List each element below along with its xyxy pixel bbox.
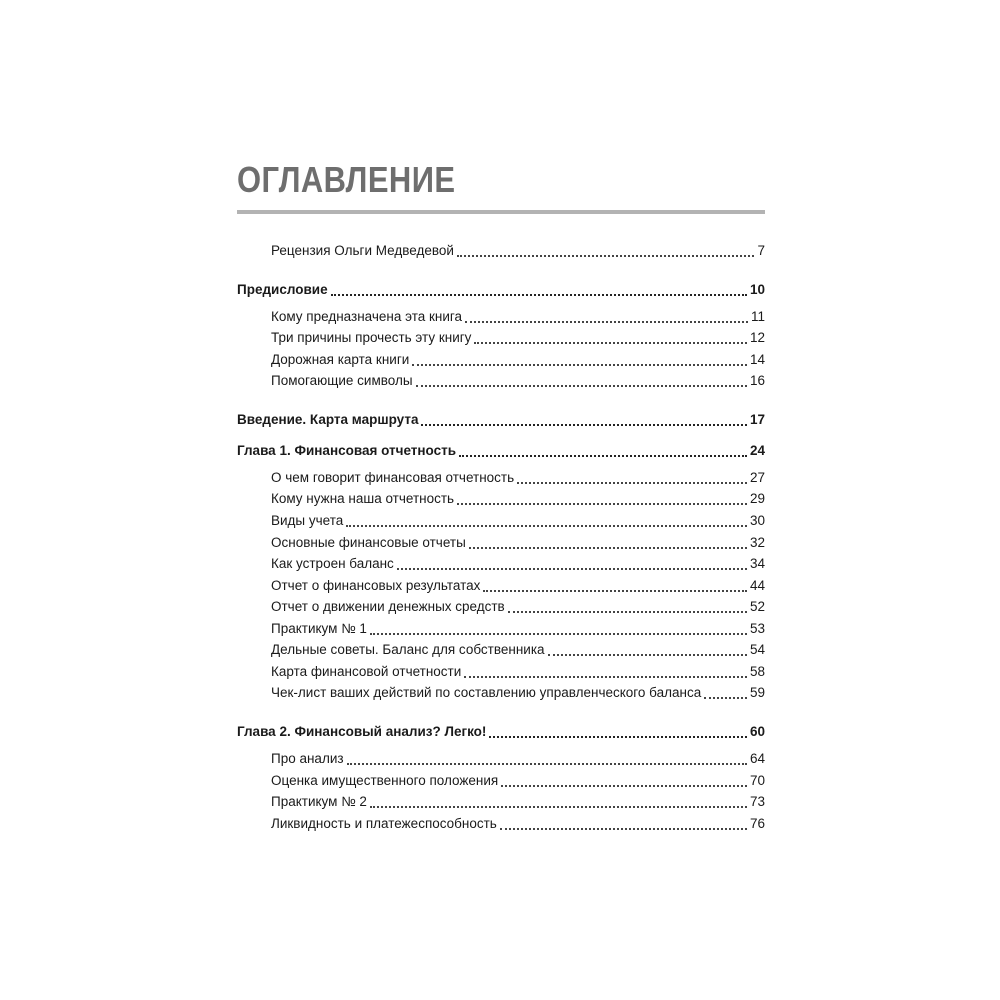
- toc-entry-label: Три причины прочесть эту книгу: [271, 330, 472, 345]
- dot-leader: [397, 568, 747, 570]
- toc-chapter[interactable]: [237, 410, 765, 430]
- toc-entry-label: Дорожная карта книги: [271, 352, 410, 367]
- toc-entry-label: Виды учета: [271, 513, 344, 528]
- toc-chapter[interactable]: [237, 280, 765, 300]
- dot-leader: [331, 294, 747, 296]
- toc-entry-page: 70: [749, 773, 765, 788]
- toc-entry[interactable]: [271, 328, 765, 348]
- toc-entry[interactable]: [271, 241, 765, 261]
- toc-entry-page: 7: [757, 243, 765, 258]
- dot-leader: [489, 736, 747, 738]
- toc-chapter-label: Введение. Карта маршрута: [237, 412, 419, 427]
- toc-entry-page: 32: [749, 535, 765, 550]
- toc-entry[interactable]: [271, 554, 765, 574]
- dot-leader: [508, 611, 747, 613]
- toc-entry-label: Помогающие символы: [271, 373, 413, 388]
- toc-entry-page: 34: [749, 556, 765, 571]
- toc-entry[interactable]: [271, 371, 765, 391]
- dot-leader: [500, 828, 747, 830]
- toc-entry-page: 12: [749, 330, 765, 345]
- toc-entry-label: Отчет о движении денежных средств: [271, 599, 505, 614]
- toc-entry-label: Чек-лист ваших действий по составлению управленческого баланса: [271, 685, 702, 700]
- toc-entry-page: 16: [749, 373, 765, 388]
- toc-entry-label: Практикум № 2: [271, 794, 367, 809]
- toc-entry-label: Кому предназначена эта книга: [271, 309, 463, 324]
- toc-entry[interactable]: [271, 662, 765, 682]
- toc-entry-label: Дельные советы. Баланс для собственника: [271, 642, 545, 657]
- toc-entry-page: 54: [749, 642, 765, 657]
- toc-entry[interactable]: [271, 468, 765, 488]
- toc-entry-label: Отчет о финансовых результатах: [271, 578, 481, 593]
- toc-entry-label: Основные финансовые отчеты: [271, 535, 466, 550]
- toc-chapter-label: Глава 2. Финансовый анализ? Легко!: [237, 724, 487, 739]
- toc-entry[interactable]: [271, 640, 765, 660]
- toc-entry-page: 64: [749, 751, 765, 766]
- toc-entry[interactable]: [271, 350, 765, 370]
- toc-entry-page: 59: [749, 685, 765, 700]
- toc-chapter-page: 10: [749, 282, 765, 297]
- toc-entry[interactable]: [271, 511, 765, 531]
- toc-entry[interactable]: [271, 533, 765, 553]
- toc-chapter-page: 24: [749, 443, 765, 458]
- dot-leader: [517, 482, 747, 484]
- toc-entry-page: 11: [750, 309, 765, 324]
- dot-leader: [421, 424, 747, 426]
- toc-entry[interactable]: [271, 749, 765, 769]
- toc-entry[interactable]: [271, 597, 765, 617]
- dot-leader: [459, 455, 747, 457]
- dot-leader: [483, 590, 747, 592]
- toc-chapter-page: 17: [749, 412, 765, 427]
- page-title: ОГЛАВЛЕНИЕ: [237, 159, 456, 200]
- toc-entry-page: 76: [749, 816, 765, 831]
- dot-leader: [464, 676, 747, 678]
- toc-entry-page: 53: [749, 621, 765, 636]
- toc-entry-page: 27: [749, 470, 765, 485]
- dot-leader: [347, 763, 747, 765]
- dot-leader: [704, 697, 747, 699]
- dot-leader: [370, 806, 747, 808]
- dot-leader: [416, 385, 747, 387]
- toc-entry-label: Про анализ: [271, 751, 344, 766]
- toc-entry-label: Как устроен баланс: [271, 556, 394, 571]
- toc-entry-label: Оценка имущественного положения: [271, 773, 499, 788]
- dot-leader: [370, 633, 747, 635]
- toc-entry-page: 52: [749, 599, 765, 614]
- dot-leader: [501, 785, 747, 787]
- dot-leader: [548, 654, 747, 656]
- toc-entry[interactable]: [271, 489, 765, 509]
- toc-entry-label: Рецензия Ольги Медведевой: [271, 243, 454, 258]
- dot-leader: [412, 364, 747, 366]
- dot-leader: [469, 547, 747, 549]
- toc-entry-label: Карта финансовой отчетности: [271, 664, 462, 679]
- dot-leader: [457, 503, 747, 505]
- toc-entry[interactable]: [271, 307, 765, 327]
- toc-entry-page: 30: [749, 513, 765, 528]
- dot-leader: [474, 342, 747, 344]
- dot-leader: [346, 525, 747, 527]
- toc-entry-page: 73: [749, 794, 765, 809]
- toc-entry[interactable]: [271, 619, 765, 639]
- dot-leader: [457, 255, 755, 257]
- toc-entry-label: Кому нужна наша отчетность: [271, 491, 455, 506]
- toc-chapter-label: Предисловие: [237, 282, 328, 297]
- toc-entry-page: 44: [749, 578, 765, 593]
- toc-entry-label: О чем говорит финансовая отчетность: [271, 470, 515, 485]
- toc-entry-page: 58: [749, 664, 765, 679]
- dot-leader: [465, 321, 748, 323]
- toc-chapter-label: Глава 1. Финансовая отчетность: [237, 443, 457, 458]
- toc-entry[interactable]: [271, 814, 765, 834]
- toc-entry[interactable]: [271, 771, 765, 791]
- toc-entry[interactable]: [271, 792, 765, 812]
- toc-chapter[interactable]: [237, 722, 765, 742]
- toc-entry-page: 29: [749, 491, 765, 506]
- toc-entry[interactable]: [271, 576, 765, 596]
- toc-entry-label: Ликвидность и платежеспособность: [271, 816, 497, 831]
- toc-entry-label: Практикум № 1: [271, 621, 367, 636]
- toc-entry[interactable]: [271, 683, 765, 703]
- toc-chapter[interactable]: [237, 441, 765, 461]
- toc-chapter-page: 60: [749, 724, 765, 739]
- toc-entry-page: 14: [749, 352, 765, 367]
